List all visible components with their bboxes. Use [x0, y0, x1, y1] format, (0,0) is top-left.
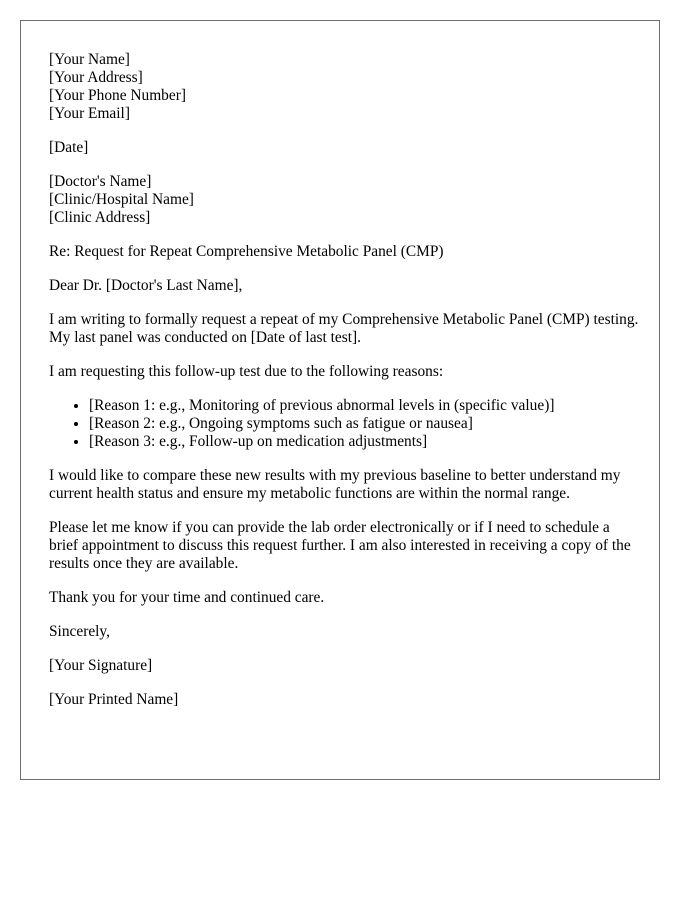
reasons-lead-paragraph: I am requesting this follow-up test due to the following reasons:	[49, 363, 444, 380]
recipient-address: [Clinic Address]	[49, 209, 151, 226]
letter-page	[20, 20, 660, 780]
reasons-list	[49, 397, 639, 451]
signature: [Your Signature]	[49, 657, 153, 674]
list-item: • [Reason 1: e.g., Monitoring of previous abnormal levels in (specific value)]	[89, 397, 639, 415]
recipient-block	[49, 173, 639, 227]
recipient-name: [Doctor's Name]	[49, 173, 152, 190]
letter-date: [Date]	[49, 139, 89, 156]
letter-content	[49, 51, 639, 725]
sender-block	[49, 51, 639, 123]
sender-address: [Your Address]	[49, 69, 143, 86]
intro-paragraph: I am writing to formally request a repeat of my Comprehensive Metabolic Panel (CMP) testing. My last panel was conducted on [Date of last test].	[49, 311, 639, 346]
request-paragraph: Please let me know if you can provide the lab order electronically or if I need to schedule a brief appointment to discuss this request further. I am also interested in receiving a copy of the results once they are available.	[49, 519, 631, 572]
recipient-clinic: [Clinic/Hospital Name]	[49, 191, 194, 208]
salutation: Dear Dr. [Doctor's Last Name],	[49, 277, 243, 294]
closing: Sincerely,	[49, 623, 110, 640]
sender-name: [Your Name]	[49, 51, 130, 68]
printed-name: [Your Printed Name]	[49, 691, 179, 708]
sender-email: [Your Email]	[49, 105, 130, 122]
compare-paragraph: I would like to compare these new results with my previous baseline to better understand my current health status and ensure my metabolic functions are within the normal range.	[49, 467, 621, 502]
list-item: • [Reason 3: e.g., Follow-up on medication adjustments]	[89, 433, 639, 451]
date-block	[49, 139, 639, 157]
list-item: • [Reason 2: e.g., Ongoing symptoms such as fatigue or nausea]	[89, 415, 639, 433]
thanks-paragraph: Thank you for your time and continued care.	[49, 589, 325, 606]
subject-line: Re: Request for Repeat Comprehensive Metabolic Panel (CMP)	[49, 243, 444, 260]
sender-phone: [Your Phone Number]	[49, 87, 186, 104]
